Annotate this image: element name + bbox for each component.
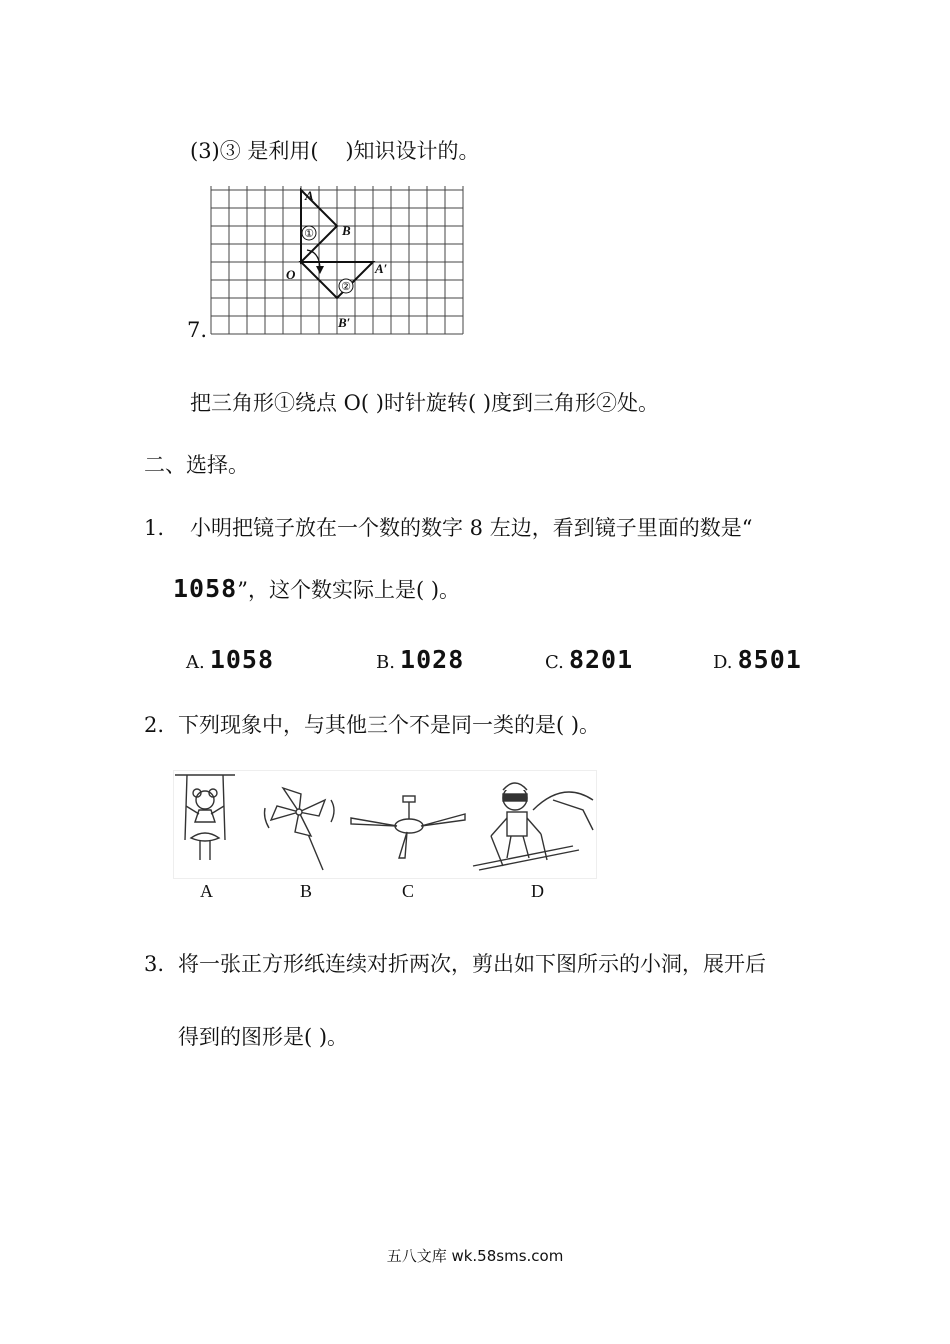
choice-q1-number: 1. [144, 516, 165, 540]
point-label-a-prime: A′ [375, 261, 388, 276]
rotation-grid-figure [210, 186, 470, 336]
q6-sub3-prefix: (3)③ 是利用( [190, 139, 319, 163]
skier-picture [473, 783, 593, 870]
option-a-letter: A. [186, 652, 205, 673]
point-label-a: A [305, 188, 314, 203]
option-d-value: 8501 [737, 645, 802, 674]
option-c[interactable] [545, 645, 633, 674]
swing-girl-picture [175, 775, 235, 860]
choice-q3-line1: 将一张正方形纸连续对折两次，剪出如下图所示的小洞，展开后 [178, 952, 766, 976]
option-b-letter: B. [376, 652, 395, 673]
q6-sub3-text [190, 137, 480, 165]
choice-q1-line1: 小明把镜子放在一个数的数字 8 左边，看到镜子里面的数是“ [190, 516, 753, 540]
choice-q1-line2 [173, 575, 460, 604]
pinwheel-picture [265, 788, 335, 870]
option-c-letter: C. [545, 652, 564, 673]
rotation-arrowhead [316, 266, 324, 274]
shape-label-one: ① [304, 227, 314, 240]
ceiling-fan-picture [351, 796, 465, 858]
mirror-number: 1058 [173, 574, 238, 603]
choice-q2-text: 下列现象中，与其他三个不是同一类的是( )。 [178, 713, 601, 737]
q7-number: 7. [187, 318, 208, 342]
option-d-letter: D. [713, 652, 733, 673]
shape-label-two: ② [341, 280, 351, 293]
caption-c: C [402, 881, 415, 901]
choice-q2-number: 2. [144, 713, 165, 737]
option-c-value: 8201 [568, 645, 634, 674]
motion-illustrations [173, 770, 597, 880]
point-label-b-prime: B′ [338, 315, 351, 330]
option-b-value: 1028 [400, 645, 465, 674]
caption-a: A [200, 881, 213, 901]
choice-q3-number: 3. [144, 952, 165, 976]
q6-sub3-blank [319, 139, 346, 163]
option-a-value: 1058 [209, 645, 275, 674]
option-d[interactable] [713, 645, 802, 674]
choice-q3-line2: 得到的图形是( )。 [178, 1025, 349, 1049]
q6-sub3-suffix: )知识设计的。 [345, 139, 480, 163]
caption-d: D [531, 881, 544, 901]
point-label-o: O [286, 267, 296, 282]
caption-b: B [300, 881, 313, 901]
footer-watermark: 五八文库 wk.58sms.com [386, 1247, 564, 1265]
q7-text: 把三角形①绕点 O( )时针旋转( )度到三角形②处。 [190, 391, 660, 415]
choice-q1-line2-suffix: ”，这个数实际上是( )。 [237, 578, 461, 602]
point-label-b: B [342, 223, 351, 238]
section-heading: 二、选择。 [144, 453, 249, 477]
option-b[interactable] [376, 645, 464, 674]
grid-lines [211, 186, 463, 334]
option-a[interactable] [186, 645, 274, 674]
